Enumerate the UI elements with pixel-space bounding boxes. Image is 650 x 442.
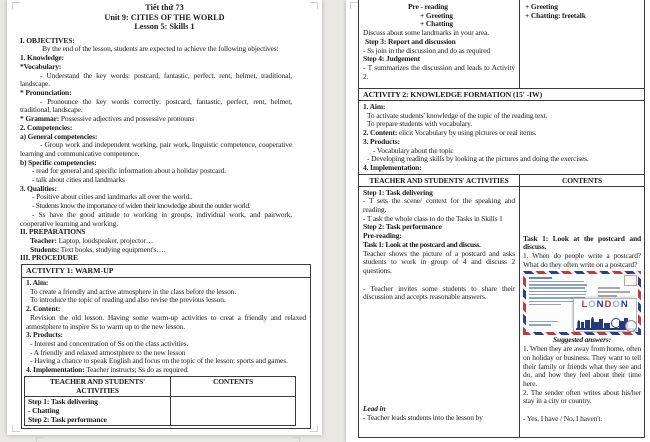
contents-cell xyxy=(520,187,644,437)
text-line: Teacher: Laptop, loudspeaker, projector… xyxy=(30,235,154,245)
text-line: 3. Qualities: xyxy=(20,183,57,193)
text-line: 2. Content: elicit Vocabulary by using pictures or real items. xyxy=(363,128,537,138)
text-line: - T ask the whole class to do the Tasks in Skills 1 xyxy=(363,213,503,223)
text-line: + Chatting xyxy=(420,19,453,29)
text-line: 1. When they are away from home, often on holiday or business. They want to tell their family or friends what they see and do, and how they feel about their time here. xyxy=(523,344,641,388)
text-line: I. OBJECTIVES: xyxy=(20,35,75,45)
text-line: *Vocabulary: xyxy=(20,61,62,71)
activity2-main-row xyxy=(359,187,644,437)
page-corner-mark xyxy=(12,2,20,9)
text-line: + Greeting xyxy=(525,2,558,11)
text-line: To create a friendly and active atmosphere in the class before the lesson. xyxy=(30,286,236,296)
text-line: Step 2: Task performance xyxy=(28,414,107,424)
london-letter: N xyxy=(620,299,629,311)
text-line: Teacher shows the picture of a postcard and asks students to work in group of 4 and discuss 2 questions. xyxy=(363,248,515,275)
text-line: By the end of the lesson, students are expected to achieve the following objectives: xyxy=(42,44,279,54)
text-line: To introduce the topic of reading and also revise the previous lesson. xyxy=(30,295,226,305)
text-line: + Greeting xyxy=(420,10,453,20)
text-line: - T summarizes the discussion and leads to Activity 2. xyxy=(363,62,515,81)
text-line xyxy=(363,302,515,405)
text-line: Pre - reading xyxy=(408,2,448,11)
page-corner-mark xyxy=(292,437,300,442)
text-line: II. PREPARATIONS xyxy=(20,227,86,237)
task1-question xyxy=(523,187,641,270)
table-header-contents: CONTENTS xyxy=(561,175,603,185)
text-line: - Pronounce the key words correctly: postcard, fantastic, perfect, rent, helmet, traditional, landscape. xyxy=(20,96,292,115)
postcard-stamp-box xyxy=(624,275,637,286)
activity2-table-header-row xyxy=(359,175,644,187)
text-line: Task 1: Look at the postcard and discuss. xyxy=(523,233,641,252)
london-card xyxy=(573,298,637,332)
text-line: 1. Aim: xyxy=(26,278,49,288)
contents-cell-empty xyxy=(171,397,295,425)
london-letter: O xyxy=(612,299,621,311)
activity2-details xyxy=(359,101,644,175)
warmup-contents-cell xyxy=(520,0,644,88)
text-line: Step 3: Report and discussion xyxy=(365,36,456,46)
text-line: - T sets the scene/ context for the speaking and reading. xyxy=(363,196,515,215)
text-line: 1. Aim: xyxy=(363,102,386,111)
warmup-continuation-row xyxy=(359,0,644,89)
activity2-title: ACTIVITY 2: KNOWLEDGE FORMATION (15' -IW) xyxy=(363,90,543,99)
text-line: Task 1: Look at the postcard and discuss. xyxy=(363,239,481,249)
text-line: - read for general and specific information about a holiday postcard. xyxy=(32,166,226,176)
text-line: 2. Competencies: xyxy=(20,122,73,132)
activity1-table xyxy=(24,376,296,427)
table-header-activities: TEACHER AND STUDENTS' ACTIVITIES xyxy=(25,377,171,396)
text-line xyxy=(523,187,641,235)
text-line: Step 2: Task performance xyxy=(363,222,442,232)
text-line: - Vocabulary about the topic xyxy=(373,145,454,155)
suggested-answers xyxy=(523,336,641,423)
text-line: + Chatting: freetalk xyxy=(525,10,586,20)
text-line: * Grammar: Possessive adjectives and possessive pronouns xyxy=(20,114,195,124)
text-line: - Yes, I have / No, I haven't. xyxy=(523,413,603,423)
text-line: Unit 9: CITIES OF THE WORLD xyxy=(104,12,225,22)
postal-stamp-circle xyxy=(625,320,637,332)
london-letter: O xyxy=(588,299,597,311)
text-line: Step 1: Task delivering xyxy=(363,187,433,197)
text-line: - Ss have the good attitude to working in groups, individual work, and pairwork, cooperative learning and working. xyxy=(20,209,292,228)
activity1-title: ACTIVITY 1: WARM-UP xyxy=(22,265,310,278)
activities-cell xyxy=(25,397,171,425)
activity1-details xyxy=(22,278,310,375)
postcard-inner xyxy=(526,274,638,332)
london-letter: D xyxy=(604,299,613,311)
document-page-right xyxy=(346,0,650,442)
text-line: - Developing reading skills by looking at the pictures and doing the exercises. xyxy=(367,154,589,164)
london-letter: L xyxy=(581,299,589,311)
postcard-image xyxy=(523,271,641,335)
page-corner-mark xyxy=(350,2,358,9)
text-line: Lead in xyxy=(363,404,386,414)
table-header-activities: TEACHER AND STUDENTS' ACTIVITIES xyxy=(359,175,520,186)
text-line: - Chatting xyxy=(28,405,60,415)
text-line: - talk about cities and landmarks xyxy=(32,175,125,185)
activities-cell xyxy=(359,187,520,437)
text-line: Suggested answers: xyxy=(553,335,611,345)
text-line: - Teacher invites some students to share their discussion and accepts reasonable answers. xyxy=(363,283,515,302)
postcard-signoff-lines xyxy=(529,321,558,328)
text-line: - Teacher leads students into the lesson by xyxy=(363,412,483,422)
london-letter: N xyxy=(596,299,605,311)
text-line: * Pronunciation: xyxy=(20,88,72,97)
text-line: - Ss join in the discussion and do as required xyxy=(363,45,491,55)
text-line: 4. Implementation: xyxy=(363,162,422,172)
text-line: Discuss about some landmarks in your area. xyxy=(363,28,489,38)
document-page-left xyxy=(7,0,322,435)
text-line: Step 4: Judgement xyxy=(363,54,421,64)
text-line: - Interest and concentration of Ss on the class activities. xyxy=(30,338,189,348)
text-line: - Positive about cities and landmarks all over the world.. xyxy=(32,192,193,202)
text-line: Pre-reading: xyxy=(363,231,402,241)
text-line: 1. When do people write a postcard? What do they often write on a postcard? xyxy=(523,251,641,269)
text-line: Revision the old lesson. Having some warm-up activities to creat a friendly and relaxed atmostphere to inspire Ss to warm up to the new lesson. xyxy=(26,312,306,331)
page-corner-mark xyxy=(310,425,318,432)
table-header-contents: CONTENTS xyxy=(212,376,254,386)
text-line: 3. Products: xyxy=(363,136,400,146)
page-corner-mark xyxy=(36,437,44,442)
warmup-activities-cell xyxy=(359,0,520,88)
procedure-table xyxy=(358,0,645,438)
activity2-title-row xyxy=(359,89,644,101)
london-text xyxy=(574,299,636,310)
lesson-header xyxy=(7,3,322,32)
text-line: - Understand the key words: postcard, fantastic, perfect, rent, helmet, traditional, landscape. xyxy=(20,70,292,89)
text-line: 4. Implementation: Teacher instructs; Ss do as required. xyxy=(26,365,189,375)
text-line: To activate students' knowledge of the topic of the reading text. xyxy=(367,110,548,120)
text-line: 2. The sender often writes about his/her stay in a city or country. xyxy=(523,387,641,406)
text-line: - Having a chance to speak English and focus on the topic of the lesson: sports and games. xyxy=(30,356,288,366)
text-line: Step 1: Task delivering xyxy=(28,397,98,407)
activity1-box xyxy=(21,264,311,429)
text-line: - Group work and independent working, pair work, linguistic competence, cooperative learning and communicative competence. xyxy=(20,140,292,158)
text-line: - A friendly and relaxed atmostphere to the new lesson xyxy=(30,347,186,357)
text-line: To prepare students with vocabulary. xyxy=(367,119,473,129)
lesson-objectives-section xyxy=(20,37,292,263)
text-line: 2. Content: xyxy=(26,304,61,314)
text-line: III. PROCEDURE xyxy=(20,253,78,263)
text-line: 1. Knowledge: xyxy=(20,53,64,63)
text-line: Tiết thứ 73 xyxy=(145,3,184,12)
text-line: Students: Text books, studying equipment's…. xyxy=(30,244,166,254)
text-line: - Students know the importance of widen their knowledge about the outder world. xyxy=(32,201,251,211)
page-corner-mark xyxy=(12,425,20,432)
text-line: Lesson 5: Skills 1 xyxy=(134,22,195,32)
text-line: 3. Products: xyxy=(26,330,63,340)
text-line: a) General competencies: xyxy=(20,131,98,141)
page-corner-mark xyxy=(310,2,318,9)
text-line: b) Specific competencies: xyxy=(20,157,97,167)
